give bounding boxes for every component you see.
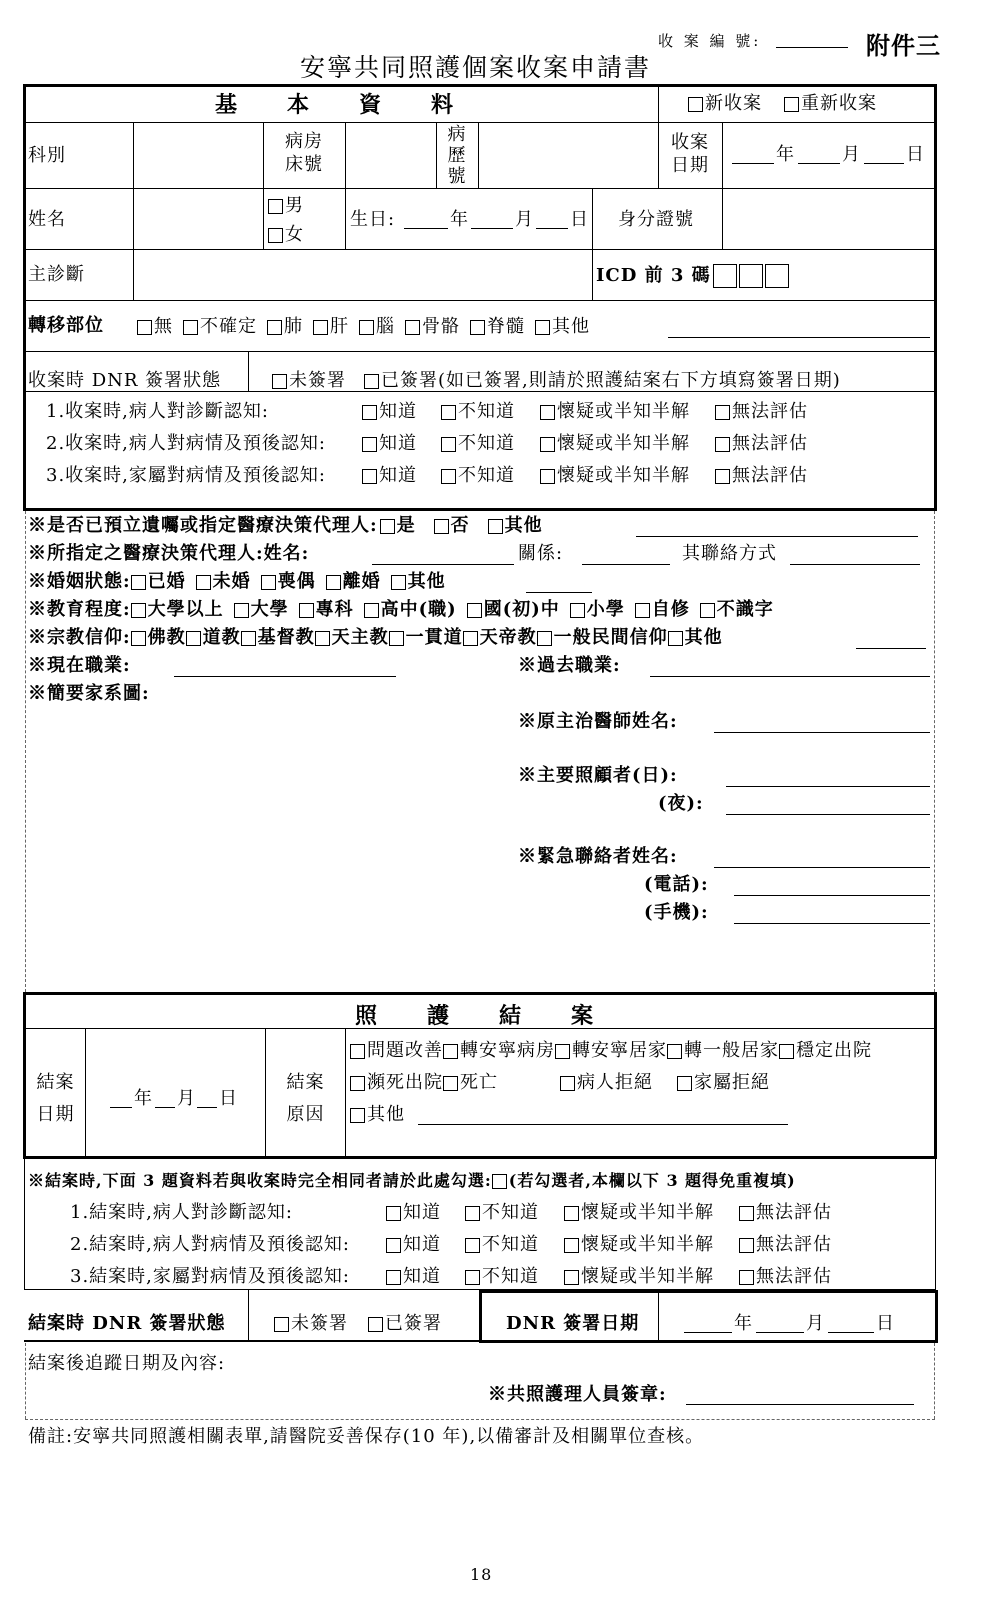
job-past-label: ※過去職業: [518,655,621,676]
close-day-label: 日 [219,1088,238,1109]
admit-q1-suspect-label: 懷疑或半知半解 [557,401,690,422]
rel-christian-checkbox[interactable] [241,631,256,646]
doctor-name-field[interactable] [714,732,930,733]
reason-hospice-home-checkbox[interactable] [555,1044,570,1059]
close-q3-unknown-label: 不知道 [482,1266,539,1287]
proxy-name-label: ※所指定之醫療決策代理人:姓名: [28,543,310,564]
bed-label-2: 床號 [285,154,323,175]
reason-patient-refuse-checkbox[interactable] [560,1076,575,1091]
reason-hospice-ward-checkbox[interactable] [443,1044,458,1059]
same-as-admit-note-2: (若勾選者,本欄以下 3 題得免重複填) [508,1171,796,1190]
close-q1-na-label: 無法評估 [756,1202,832,1223]
reason-other-checkbox[interactable] [350,1108,365,1123]
admit-month-label: 月 [842,144,861,165]
close-q3-suspect[interactable] [564,1270,579,1285]
re-case-label: 重新收案 [801,93,877,114]
basic-info-heading: 基 本 資 料 [215,92,456,118]
name-label: 姓名 [28,209,66,230]
close-q3-unknown[interactable] [465,1270,480,1285]
dnr-year-label: 年 [734,1313,753,1334]
will-other-label: 其他 [504,515,543,536]
will-label: ※是否已預立遺囑或指定醫療決策代理人: [28,515,378,536]
rel-buddhism-label: 佛教 [147,627,186,648]
close-q3-suspect-label: 懷疑或半知半解 [581,1266,714,1287]
close-dnr-unsigned-checkbox[interactable] [274,1317,289,1332]
marital-other-checkbox[interactable] [391,575,406,590]
page-number: 18 [470,1565,493,1584]
admit-dnr-label: 收案時 DNR 簽署狀態 [28,370,222,391]
reason-improved-label: 問題改善 [367,1040,443,1061]
admit-q1-options [362,401,808,423]
admit-q3-suspect-label: 懷疑或半知半解 [557,465,690,486]
edu-above-univ-checkbox[interactable] [131,603,146,618]
meta-none-label: 無 [154,316,173,337]
meta-uncertain-label: 不確定 [200,316,257,337]
close-q2-options [386,1234,832,1256]
edu-univ-checkbox[interactable] [234,603,249,618]
proxy-relation-field[interactable] [582,564,670,565]
admit-q2-suspect-label: 懷疑或半知半解 [557,433,690,454]
admit-q1-know[interactable] [362,405,377,420]
will-yes-checkbox[interactable] [380,519,395,534]
admit-q1-na-label: 無法評估 [732,401,808,422]
close-month-label: 月 [177,1088,196,1109]
emergency-phone-field[interactable] [734,895,930,896]
marital-single-checkbox[interactable] [196,575,211,590]
marital-label: ※婚姻狀態: [28,571,131,592]
religion-label: ※宗教信仰: [28,627,131,648]
close-q3-na[interactable] [739,1270,754,1285]
edu-junior-label: 國(初)中 [483,599,560,620]
close-dnr-signed-label: 已簽署 [385,1313,442,1334]
marital-other-field[interactable] [526,592,592,593]
chart-label-1: 病 [447,124,467,145]
close-reasons-row2 [350,1072,770,1094]
close-q3-options [386,1266,832,1288]
admit-q2-unknown[interactable] [441,437,456,452]
birth-label: 生日: [350,209,396,230]
close-q2-unknown-label: 不知道 [482,1234,539,1255]
signature-label: ※共照護理人員簽章: [488,1384,667,1405]
rel-tiandi-checkbox[interactable] [463,631,478,646]
same-as-admit-checkbox[interactable] [492,1174,507,1189]
edu-univ-label: 大學 [250,599,289,620]
close-q2-know-label: 知道 [403,1234,441,1255]
ward-label-1: 病房 [285,131,323,152]
rel-folk-label: 一般民間信仰 [553,627,668,648]
admit-q2-na[interactable] [715,437,730,452]
proxy-relation-label: 關係: [518,543,564,564]
reason-family-refuse-checkbox[interactable] [677,1076,692,1091]
edu-college-label: 專科 [315,599,354,620]
admit-q3-know-label: 知道 [379,465,417,486]
id-no-label: 身分證號 [618,209,694,230]
new-case-checkbox[interactable] [688,97,703,112]
admit-dnr-signed-label: 已簽署(如已簽署,則請於照護結案右下方填寫簽署日期) [381,370,841,391]
meta-brain-checkbox[interactable] [359,320,374,335]
rel-folk-checkbox[interactable] [537,631,552,646]
admit-q3-options [362,465,808,487]
edu-junior-checkbox[interactable] [467,603,482,618]
job-now-label: ※現在職業: [28,655,131,676]
page-title: 安寧共同照護個案收案申請書 [300,53,652,82]
metastasis-label: 轉移部位 [28,315,104,336]
footer-note: 備註:安寧共同照護相關表單,請醫院妥善保存(10 年),以備審計及相關單位查核。 [28,1426,705,1447]
close-q3-know-label: 知道 [403,1266,441,1287]
reason-improved-checkbox[interactable] [350,1044,365,1059]
admit-dnr-unsigned-checkbox[interactable] [272,374,287,389]
close-dnr-unsigned-label: 未簽署 [291,1313,348,1334]
close-q1-unknown-label: 不知道 [482,1202,539,1223]
reason-dying-discharge-checkbox[interactable] [350,1076,365,1091]
reason-general-home-checkbox[interactable] [667,1044,682,1059]
meta-liver-checkbox[interactable] [313,320,328,335]
reason-general-home-label: 轉一般居家 [684,1040,779,1061]
close-q2-know[interactable] [386,1238,401,1253]
admit-q2-suspect[interactable] [540,437,555,452]
meta-other-field[interactable] [668,337,930,338]
reason-death-label: 死亡 [460,1072,498,1093]
doctor-name-label: ※原主治醫師姓名: [518,711,678,732]
male-label: 男 [285,195,304,216]
meta-spine-checkbox[interactable] [470,320,485,335]
religion-other-field[interactable] [856,648,926,649]
admit-q3-na[interactable] [715,469,730,484]
admit-date-label-2: 日期 [671,155,709,176]
proxy-contact-label: 其聯絡方式 [682,543,777,564]
meta-spine-label: 脊髓 [487,316,525,337]
admit-q3-suspect[interactable] [540,469,555,484]
marital-widowed-checkbox[interactable] [261,575,276,590]
close-q1-suspect[interactable] [564,1206,579,1221]
meta-liver-label: 肝 [330,316,349,337]
icd-box-1[interactable] [713,264,737,288]
reason-stable-discharge-label: 穩定出院 [796,1040,872,1061]
close-q3-na-label: 無法評估 [756,1266,832,1287]
marital-single-label: 未婚 [212,571,251,592]
education-label: ※教育程度: [28,599,131,620]
marital-widowed-label: 喪偶 [277,571,316,592]
emergency-mobile-label: (手機): [644,902,709,923]
edu-highschool-label: 高中(職) [380,599,457,620]
close-date-label-2: 日期 [36,1104,75,1125]
reason-hospice-home-label: 轉安寧居家 [572,1040,667,1061]
male-checkbox[interactable] [268,199,283,214]
admit-q2-label: 2.收案時,病人對病情及預後認知: [46,433,326,454]
close-q1-label: 1.結案時,病人對診斷認知: [70,1202,293,1223]
rel-catholic-checkbox[interactable] [315,631,330,646]
admit-q3-label: 3.收案時,家屬對病情及預後認知: [46,465,326,486]
caregiver-night-label: (夜): [658,793,704,814]
close-date-label-1: 結案 [36,1072,75,1093]
edu-primary-label: 小學 [586,599,625,620]
admit-q1-know-label: 知道 [379,401,417,422]
meta-lung-label: 肺 [284,316,303,337]
birth-day-label: 日 [570,209,589,230]
admit-q2-options [362,433,808,455]
close-reason-label-2: 原因 [286,1104,325,1125]
emergency-contact-label: ※緊急聯絡者姓名: [518,846,678,867]
admit-q2-know[interactable] [362,437,377,452]
job-past-field[interactable] [650,676,930,677]
rel-catholic-label: 天主教 [331,627,389,648]
family-tree-label: ※簡要家系圖: [28,683,150,704]
close-q1-know[interactable] [386,1206,401,1221]
reason-other-field[interactable] [418,1124,788,1125]
birth-year-label: 年 [450,209,469,230]
proxy-name-field[interactable] [372,564,514,565]
will-yes-label: 是 [396,515,416,536]
rel-taoism-label: 道教 [202,627,241,648]
rel-other-checkbox[interactable] [668,631,683,646]
close-dnr-signed-checkbox[interactable] [368,1317,383,1332]
close-q1-unknown[interactable] [465,1206,480,1221]
reason-stable-discharge-checkbox[interactable] [779,1044,794,1059]
marital-married-checkbox[interactable] [131,575,146,590]
caregiver-day-field[interactable] [726,786,930,787]
dept-label: 科別 [28,145,66,166]
admit-q2-unknown-label: 不知道 [458,433,515,454]
icd-label: ICD 前 3 碼 [596,265,711,286]
new-case-label: 新收案 [705,93,762,114]
admit-q1-suspect[interactable] [540,405,555,420]
reason-other-label: 其他 [367,1104,405,1125]
will-no-checkbox[interactable] [434,519,449,534]
close-q2-unknown[interactable] [465,1238,480,1253]
admit-q3-know[interactable] [362,469,377,484]
chart-label-3: 號 [447,166,467,187]
meta-lung-checkbox[interactable] [267,320,282,335]
admit-q3-unknown[interactable] [441,469,456,484]
reason-family-refuse-label: 家屬拒絕 [694,1072,770,1093]
marital-divorced-checkbox[interactable] [326,575,341,590]
edu-college-checkbox[interactable] [299,603,314,618]
reason-dying-discharge-label: 瀕死出院 [367,1072,443,1093]
close-q2-suspect[interactable] [564,1238,579,1253]
dnr-date-label: DNR 簽署日期 [506,1313,640,1334]
rel-other-label: 其他 [684,627,723,648]
admit-q1-unknown[interactable] [441,405,456,420]
edu-self-label: 自修 [651,599,690,620]
signature-field[interactable] [686,1404,914,1405]
edu-illiterate-checkbox[interactable] [700,603,715,618]
admit-q3-na-label: 無法評估 [732,465,808,486]
dnr-day-label: 日 [876,1313,895,1334]
icd-field [596,264,789,288]
admit-year-label: 年 [776,144,795,165]
close-q1-options [386,1202,832,1224]
chart-label-2: 歷 [447,145,467,166]
close-q2-na[interactable] [739,1238,754,1253]
marital-other-label: 其他 [407,571,446,592]
admit-q2-know-label: 知道 [379,433,417,454]
close-q2-suspect-label: 懷疑或半知半解 [581,1234,714,1255]
meta-bone-checkbox[interactable] [405,320,420,335]
emergency-phone-label: (電話): [644,874,709,895]
will-other-field[interactable] [636,536,918,537]
reason-death-checkbox[interactable] [443,1076,458,1091]
marital-married-label: 已婚 [147,571,186,592]
female-label: 女 [285,224,304,245]
case-number-field[interactable] [776,47,848,48]
icd-box-2[interactable] [739,264,763,288]
admit-day-label: 日 [906,144,925,165]
meta-bone-label: 骨骼 [422,316,460,337]
rel-buddhism-checkbox[interactable] [131,631,146,646]
will-no-label: 否 [450,515,470,536]
case-number-label: 收 案 編 號: [658,32,762,50]
meta-other-label: 其他 [552,316,590,337]
close-q1-na[interactable] [739,1206,754,1221]
close-q1-know-label: 知道 [403,1202,441,1223]
admit-q1-unknown-label: 不知道 [458,401,515,422]
edu-above-univ-label: 大學以上 [147,599,224,620]
attachment-label: 附件三 [866,31,941,60]
marital-divorced-label: 離婚 [342,571,381,592]
close-dnr-label: 結案時 DNR 簽署狀態 [28,1313,226,1334]
reason-hospice-ward-label: 轉安寧病房 [460,1040,555,1061]
admit-q3-unknown-label: 不知道 [458,465,515,486]
close-q1-suspect-label: 懷疑或半知半解 [581,1202,714,1223]
meta-brain-label: 腦 [376,316,395,337]
close-q3-label: 3.結案時,家屬對病情及預後認知: [70,1266,350,1287]
close-reason-label-1: 結案 [286,1072,325,1093]
birth-month-label: 月 [515,209,534,230]
admit-q2-na-label: 無法評估 [732,433,808,454]
edu-illiterate-label: 不識字 [716,599,774,620]
same-as-admit-note: ※結案時,下面 3 題資料若與收案時完全相同者請於此處勾選: [28,1171,492,1190]
job-now-field[interactable] [174,676,396,677]
caregiver-night-field[interactable] [726,814,930,815]
close-q2-label: 2.結案時,病人對病情及預後認知: [70,1234,350,1255]
rel-christian-label: 基督教 [257,627,315,648]
edu-highschool-checkbox[interactable] [364,603,379,618]
emergency-contact-field[interactable] [714,867,930,868]
icd-box-3[interactable] [765,264,789,288]
rel-yiguandao-label: 一貫道 [405,627,463,648]
meta-uncertain-checkbox[interactable] [183,320,198,335]
rel-tiandi-label: 天帝教 [479,627,537,648]
dnr-month-label: 月 [806,1313,825,1334]
edu-self-checkbox[interactable] [635,603,650,618]
emergency-mobile-field[interactable] [734,923,930,924]
close-year-label: 年 [134,1088,153,1109]
diagnosis-label: 主診斷 [28,264,85,285]
edu-primary-checkbox[interactable] [570,603,585,618]
closing-heading: 照 護 結 案 [355,1003,596,1029]
close-reasons-row1 [350,1040,872,1062]
admit-dnr-unsigned-label: 未簽署 [289,370,346,391]
proxy-contact-field[interactable] [790,564,920,565]
reason-patient-refuse-label: 病人拒絕 [577,1072,653,1093]
meta-none-checkbox[interactable] [137,320,152,335]
rel-yiguandao-checkbox[interactable] [389,631,404,646]
admit-q1-label: 1.收案時,病人對診斷認知: [46,401,269,422]
admit-q1-na[interactable] [715,405,730,420]
close-q2-na-label: 無法評估 [756,1234,832,1255]
caregiver-day-label: ※主要照顧者(日): [518,765,678,786]
admit-date-label-1: 收案 [671,132,709,153]
rel-taoism-checkbox[interactable] [186,631,201,646]
female-checkbox[interactable] [268,228,283,243]
followup-label: 結案後追蹤日期及內容: [28,1353,226,1374]
close-q3-know[interactable] [386,1270,401,1285]
will-other-checkbox[interactable] [488,519,503,534]
admit-dnr-signed-checkbox[interactable] [364,374,379,389]
re-case-checkbox[interactable] [784,97,799,112]
meta-other-checkbox[interactable] [535,320,550,335]
